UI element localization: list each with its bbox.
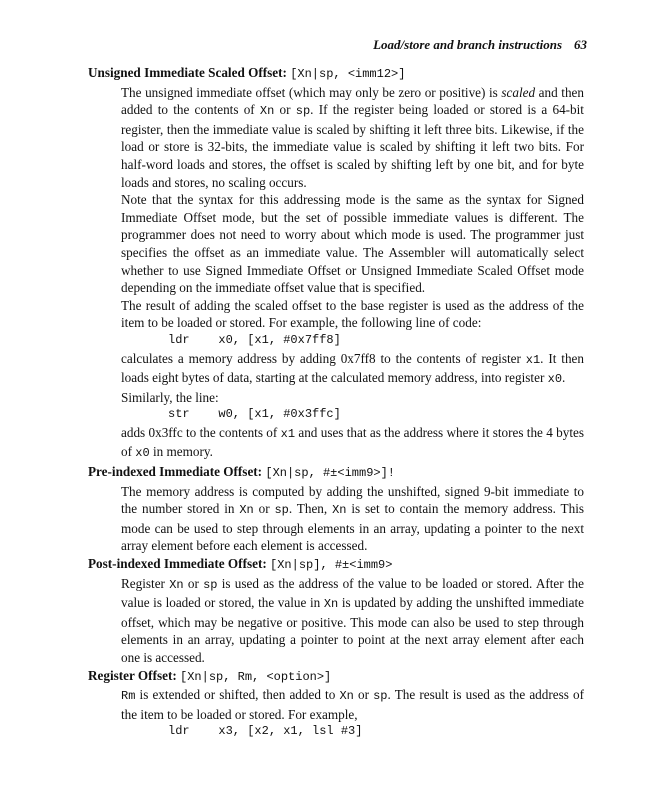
inline-code: Xn xyxy=(339,689,354,704)
definition-continued xyxy=(121,424,584,463)
text-run: . Then, xyxy=(288,501,333,517)
paragraph xyxy=(121,686,584,723)
term-syntax: [Xn|sp, #±<imm9>]! xyxy=(265,466,395,481)
paragraph xyxy=(121,350,584,389)
inline-code: sp xyxy=(274,503,289,518)
page-number: 63 xyxy=(574,37,587,52)
text-run: adds 0x3ffc to the contents of xyxy=(121,424,281,440)
inline-code: x1 xyxy=(280,426,296,441)
definition-pre-indexed-immediate-offset xyxy=(121,483,584,555)
code-line: str w0, [x1, #0x3ffc] xyxy=(168,407,341,422)
term-post-indexed-immediate-offset xyxy=(88,555,584,575)
term-label: Register Offset: xyxy=(88,667,177,683)
text-run: or xyxy=(353,687,374,703)
inline-code: Xn xyxy=(239,503,254,518)
term-register-offset xyxy=(88,667,584,687)
definition-unsigned-immediate-scaled-offset xyxy=(121,84,584,332)
term-label: Unsigned Immediate Scaled Offset: xyxy=(88,65,287,80)
text-run: . The result is used as the address of the item to be loaded or stored. For example, xyxy=(121,687,584,722)
inline-code: x0 xyxy=(135,446,150,461)
definition-register-offset xyxy=(121,686,584,723)
text-run: and uses that as the address where it stores the 4 bytes of xyxy=(121,424,584,460)
text-run: or xyxy=(253,501,275,517)
inline-code: Xn xyxy=(332,503,347,518)
text-run: and then added to the contents of xyxy=(121,84,584,118)
inline-code: Rm xyxy=(121,689,136,704)
page-content xyxy=(88,64,584,741)
text-run: The unsigned immediate offset (which may only be zero or positive) is xyxy=(121,84,502,100)
term-label: Pre-indexed Immediate Offset: xyxy=(88,464,263,480)
definition-post-indexed-immediate-offset xyxy=(121,575,584,667)
paragraph xyxy=(121,483,584,555)
text-run: in memory. xyxy=(149,444,213,460)
text-run: or xyxy=(274,102,296,118)
running-title: Load/store and branch instructions xyxy=(373,37,562,52)
inline-code: x0 xyxy=(547,372,563,387)
inline-code: sp xyxy=(203,577,218,592)
text-run: . It then loads eight bytes of data, starting at the calculated memory address, into register xyxy=(121,350,584,386)
text-run: is updated by adding the unshifted immediate offset, which may be negative or positive. This mode can also be used to step through elements in an array, updating a pointer to point at the next array element after each one is accessed. xyxy=(121,595,584,665)
text-run: is set to contain the memory address. This mode can be used to step through elements in an array, updating a pointer to the next array element before each element is accessed. xyxy=(121,501,584,554)
paragraph: Similarly, the line: xyxy=(121,389,219,405)
emphasis: scaled xyxy=(501,84,536,100)
paragraph xyxy=(121,575,584,667)
paragraph: The result of adding the scaled offset to the base register is used as the address of the item to be loaded or stored. For example, the following line of code: xyxy=(121,297,584,331)
inline-code: sp xyxy=(295,104,311,119)
text-run: is used as the address of the value to be loaded or stored. After the value is loaded or stored, the value in xyxy=(121,575,585,611)
inline-code: Xn xyxy=(323,597,339,612)
text-run: . If the register being loaded or stored is a 64-bit register, then the immediate value is scaled by shifting it left three bits. Likewise, if the load or store is 32-bits, the immediate value is scaled by shifting it left two bits. For half-word loads and stores, the offset is scaled by shifting left by one bit, and for byte loads and stores, no scaling occurs. xyxy=(121,102,584,190)
text-run: . xyxy=(562,370,566,386)
term-label: Post-indexed Immediate Offset: xyxy=(88,556,267,572)
code-line: ldr x0, [x1, #0x7ff8] xyxy=(168,332,341,347)
inline-code: Xn xyxy=(169,577,184,592)
running-header xyxy=(373,37,587,53)
text-run: Register xyxy=(121,575,170,591)
term-pre-indexed-immediate-offset xyxy=(88,463,584,483)
inline-code: Xn xyxy=(259,104,275,119)
text-run: or xyxy=(183,575,204,591)
inline-code: x1 xyxy=(525,352,541,367)
term-unsigned-immediate-scaled-offset xyxy=(88,64,584,84)
term-syntax: [Xn|sp, Rm, <option>] xyxy=(180,669,332,684)
code-line: ldr x3, [x2, x1, lsl #3] xyxy=(168,724,363,739)
text-run: calculates a memory address by adding 0x7ff8 to the contents of register xyxy=(121,350,526,366)
term-syntax: [Xn|sp, <imm12>] xyxy=(290,67,406,81)
term-syntax: [Xn|sp], #±<imm9> xyxy=(270,558,393,573)
paragraph xyxy=(121,424,584,463)
paragraph xyxy=(121,84,584,192)
inline-code: sp xyxy=(373,689,388,704)
text-run: is extended or shifted, then added to xyxy=(135,687,340,703)
text-run: The memory address is computed by adding the unshifted, signed 9-bit immediate to the number stored in xyxy=(121,483,584,517)
definition-continued xyxy=(121,350,584,407)
paragraph: Note that the syntax for this addressing mode is the same as the syntax for Signed Immediate Offset mode, but the set of possible immediate values is different. The programmer does not need to worry about which mode is used. The programmer just specifies the offset as an immediate value. The Assembler will automatically select whether to use Signed Immediate Offset or Unsigned Immediate Scaled Offset mode depending on the immediate offset value that is specified. xyxy=(121,192,584,296)
